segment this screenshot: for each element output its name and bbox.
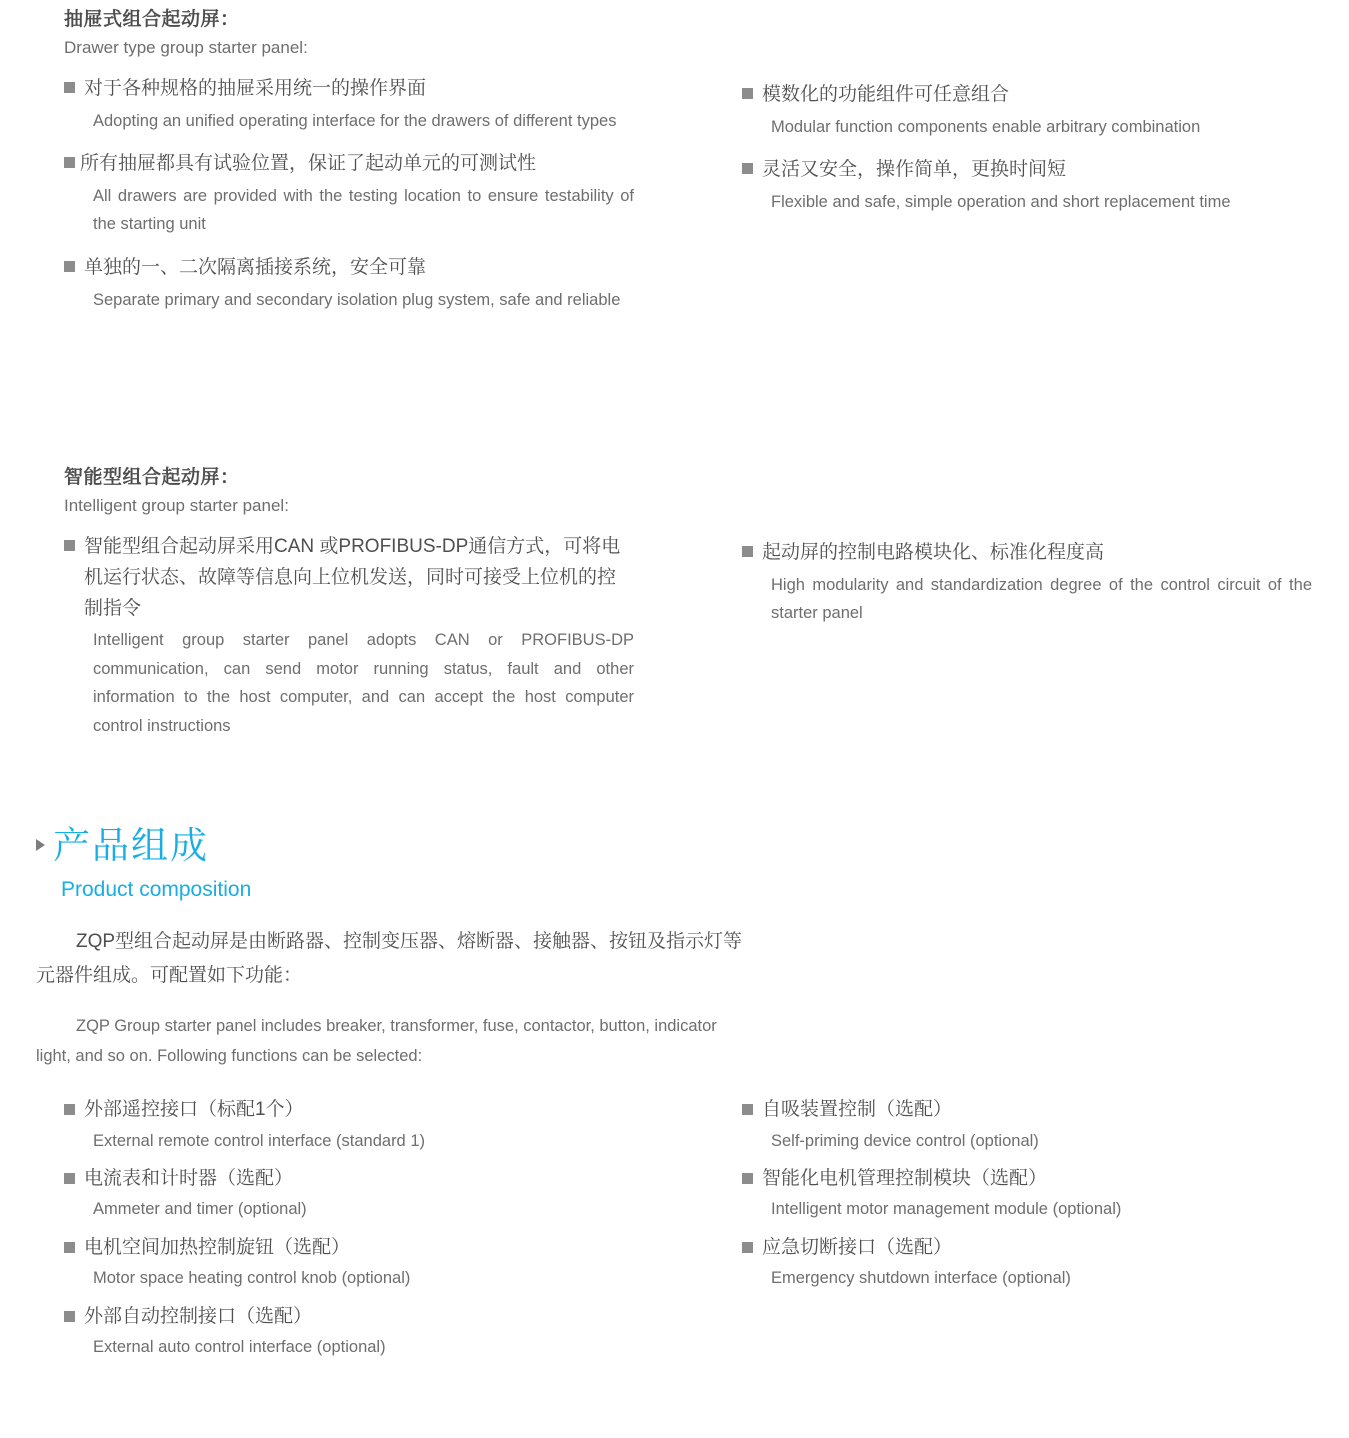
bullet-text-cn: 智能型组合起动屏采用CAN 或PROFIBUS-DP通信方式，可将电机运行状态、故障等信息向上位机发送，同时可接受上位机的控制指令 — [84, 536, 621, 619]
feature-text-en: Ammeter and timer (optional) — [93, 1200, 307, 1219]
square-bullet-icon — [742, 546, 753, 557]
drawer-section-left — [64, 8, 634, 314]
bullet-text-en: Separate primary and secondary isolation plug system, safe and reliable — [93, 290, 621, 309]
bullet-text-en: High modularity and standardization degree of the control circuit of the starter panel — [771, 575, 1312, 623]
square-bullet-icon — [742, 1242, 753, 1253]
square-bullet-icon — [64, 540, 75, 551]
list-item — [64, 1303, 664, 1361]
list-item — [742, 1096, 1342, 1154]
list-item — [64, 1234, 664, 1292]
list-item — [742, 1234, 1342, 1292]
feature-text-en: Self-priming device control (optional) — [771, 1131, 1039, 1150]
feature-text-en: Emergency shutdown interface (optional) — [771, 1269, 1071, 1288]
bullet-text-cn: 起动屏的控制电路模块化、标准化程度高 — [762, 542, 1105, 563]
bullet-text-en: Intelligent group starter panel adopts CAN or PROFIBUS-DP communication, can send motor running status, fault and other information to the host computer, and can accept the host computer control instructions — [93, 631, 634, 735]
list-item — [742, 155, 1312, 186]
list-item — [742, 538, 1312, 569]
drawer-section-right — [742, 80, 1312, 216]
intelligent-section-title-en: Intelligent group starter panel: — [64, 495, 289, 515]
page-title: 产品组成 — [53, 825, 209, 866]
bullet-text-cn: 单独的一、二次隔离插接系统，安全可靠 — [84, 256, 427, 278]
square-bullet-icon — [64, 82, 75, 93]
bullet-text-cn: 模数化的功能组件可任意组合 — [762, 84, 1010, 105]
feature-text-cn: 电流表和计时器（选配） — [84, 1167, 294, 1189]
intelligent-section-right — [742, 538, 1312, 628]
feature-text-cn: 外部自动控制接口（选配） — [84, 1305, 313, 1327]
list-item — [64, 532, 634, 624]
page-subtitle: Product composition — [61, 877, 252, 901]
drawer-section-title-en: Drawer type group starter panel: — [64, 37, 308, 57]
list-item — [64, 1096, 664, 1154]
feature-text-cn: 外部遥控接口（标配1个） — [84, 1099, 304, 1120]
bullet-text-en: All drawers are provided with the testing location to ensure testability of the starting unit — [93, 187, 634, 234]
square-bullet-icon — [742, 163, 753, 174]
feature-list-left — [64, 1085, 664, 1364]
square-bullet-icon — [64, 261, 75, 272]
feature-text-en: External auto control interface (optional) — [93, 1338, 386, 1357]
list-item — [742, 80, 1312, 111]
feature-list-right — [742, 1085, 1342, 1295]
paragraph-en-line1: ZQP Group starter panel includes breaker, transformer, fuse, contactor, button, indicator — [76, 1017, 717, 1035]
square-bullet-icon — [64, 1242, 75, 1253]
bullet-text-cn: 对于各种规格的抽屉采用统一的操作界面 — [84, 78, 427, 100]
paragraph-cn-line1: ZQP型组合起动屏是由断路器、控制变压器、熔断器、接触器、按钮及指示灯等 — [76, 931, 743, 952]
list-item — [64, 149, 634, 180]
square-bullet-icon — [742, 1104, 753, 1115]
bullet-text-en: Modular function components enable arbitrary combination — [771, 117, 1201, 136]
square-bullet-icon — [742, 1173, 753, 1184]
square-bullet-icon — [64, 1173, 75, 1184]
triangle-arrow-icon — [36, 839, 45, 851]
product-paragraph-en — [36, 1012, 1306, 1071]
product-composition-heading — [36, 826, 1286, 904]
list-item — [64, 74, 634, 105]
list-item — [64, 1165, 664, 1223]
feature-text-cn: 电机空间加热控制旋钮（选配） — [84, 1236, 351, 1258]
list-item — [64, 253, 634, 284]
feature-text-en: Intelligent motor management module (optional) — [771, 1200, 1122, 1219]
intelligent-section-title-cn: 智能型组合起动屏： — [64, 467, 240, 488]
bullet-text-cn: 所有抽屉都具有试验位置，保证了起动单元的可测试性 — [80, 153, 537, 175]
paragraph-cn-line2: 元器件组成。可配置如下功能： — [36, 964, 303, 986]
list-item — [742, 1165, 1342, 1223]
paragraph-en-line2: light, and so on. Following functions can be selected: — [36, 1046, 423, 1065]
product-paragraph-cn — [36, 925, 1306, 993]
bullet-text-cn: 灵活又安全，操作简单，更换时间短 — [762, 159, 1067, 181]
square-bullet-icon — [742, 88, 753, 99]
feature-text-cn: 智能化电机管理控制模块（选配） — [762, 1167, 1048, 1189]
feature-text-cn: 自吸装置控制（选配） — [762, 1099, 953, 1120]
feature-text-en: External remote control interface (standard 1) — [93, 1131, 425, 1150]
square-bullet-icon — [64, 1104, 75, 1115]
feature-text-cn: 应急切断接口（选配） — [762, 1236, 953, 1258]
square-bullet-icon — [64, 157, 75, 168]
square-bullet-icon — [64, 1311, 75, 1322]
intelligent-section-left — [64, 466, 634, 740]
drawer-section-title-cn: 抽屉式组合起动屏： — [64, 9, 240, 30]
bullet-text-en: Adopting an unified operating interface for the drawers of different types — [93, 111, 617, 130]
bullet-text-en: Flexible and safe, simple operation and short replacement time — [771, 192, 1231, 211]
feature-text-en: Motor space heating control knob (optional) — [93, 1269, 411, 1288]
